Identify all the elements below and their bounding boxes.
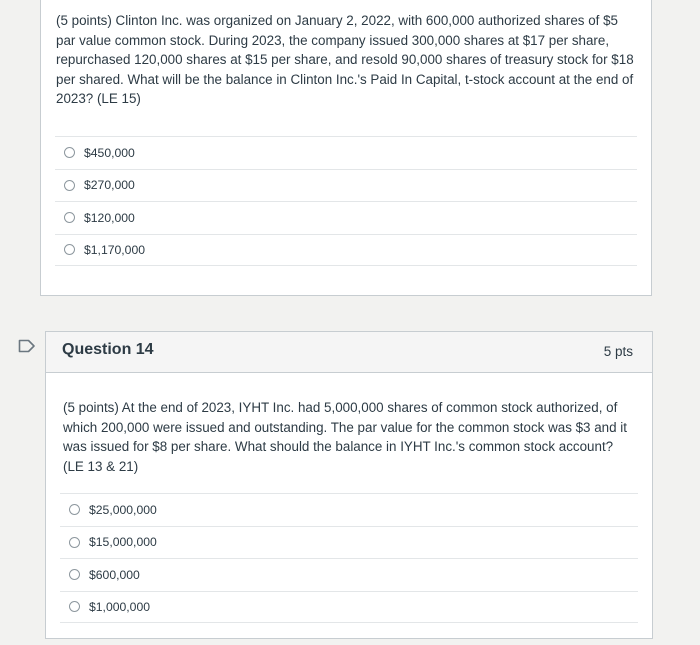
radio-button[interactable]: [69, 537, 80, 548]
answer-option[interactable]: [55, 169, 637, 202]
radio-button[interactable]: [69, 504, 80, 515]
question-13-text: (5 points) Clinton Inc. was organized on January 2, 2022, with 600,000 authorized shares of $5 par value common stock. During 2023, the company issued 300,000 shares at $17 per share, repurchased 120,000 shares at $15 per share, and resold 90,000 shares of treasury stock for $18 per shared. What will be the balance in Clinton Inc.'s Paid In Capital, t-stock account at the end of 2023? (LE 15): [56, 13, 634, 106]
question-14-text: (5 points) At the end of 2023, IYHT Inc. had 5,000,000 shares of common stock authorized, of which 200,000 were issued and outstanding. The par value for the common stock was $3 and it was issued for $8 per share. What should the balance in IYHT Inc.'s common stock account? (LE 13 & 21): [63, 400, 627, 474]
radio-button[interactable]: [69, 569, 80, 580]
answer-label: $450,000: [84, 145, 135, 160]
answer-label: $1,170,000: [84, 242, 145, 257]
question-13-answers: [55, 136, 637, 266]
question-title: Question 14: [62, 341, 154, 358]
flag-question-icon[interactable]: [18, 339, 36, 353]
radio-button[interactable]: [64, 244, 75, 255]
answer-option[interactable]: [55, 136, 637, 169]
answer-label: $15,000,000: [89, 535, 157, 550]
answer-option[interactable]: [60, 526, 638, 559]
question-14-answers: [60, 493, 638, 623]
answer-option[interactable]: [60, 493, 638, 526]
radio-button[interactable]: [64, 147, 75, 158]
answer-label: $600,000: [89, 567, 140, 582]
question-14-header: [46, 332, 652, 373]
radio-button[interactable]: [64, 180, 75, 191]
radio-button[interactable]: [69, 601, 80, 612]
answer-label: $270,000: [84, 178, 135, 193]
answer-option[interactable]: [60, 591, 638, 624]
answer-option[interactable]: [55, 234, 637, 267]
question-13-card: [40, 0, 652, 296]
answer-label: $1,000,000: [89, 599, 150, 614]
answer-label: $120,000: [84, 210, 135, 225]
radio-button[interactable]: [64, 212, 75, 223]
answer-option[interactable]: [55, 201, 637, 234]
answer-label: $25,000,000: [89, 502, 157, 517]
question-14-card: [45, 331, 653, 639]
question-points: 5 pts: [603, 344, 633, 359]
answer-option[interactable]: [60, 558, 638, 591]
